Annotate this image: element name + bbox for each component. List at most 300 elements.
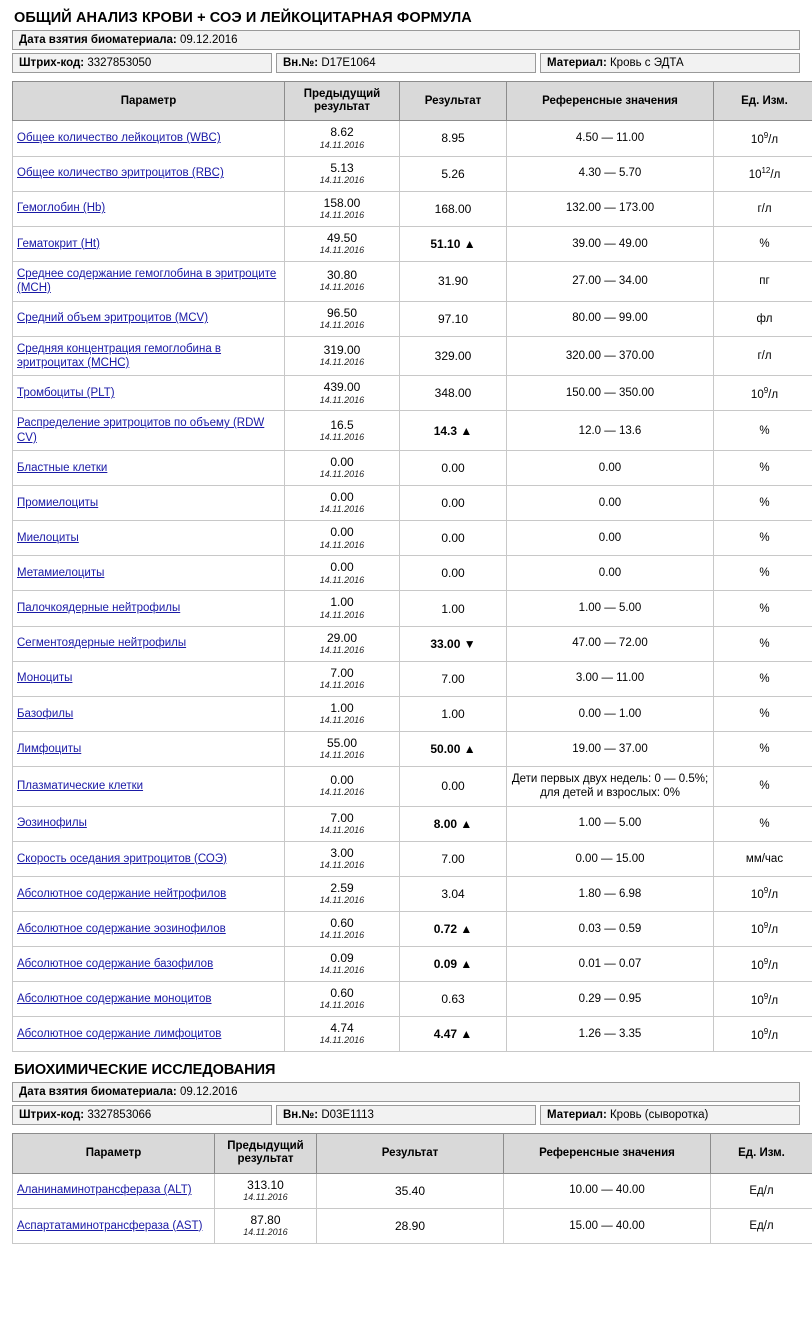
cbc-collection-date-value: 09.12.2016: [179, 34, 238, 46]
cbc-meta-row-ids: [12, 53, 800, 73]
parameter-link[interactable]: Абсолютное содержание моноцитов: [17, 992, 212, 1005]
cell-unit: $10^9/л$: [714, 376, 812, 411]
cell-parameter: [13, 376, 285, 411]
biochem-barcode: [12, 1105, 272, 1125]
previous-date: 14.11.2016: [319, 539, 365, 550]
result-value: 0.00: [441, 531, 465, 546]
result-value: 3.04: [441, 886, 465, 901]
cell-reference: 10.00 — 40.00: [504, 1173, 711, 1208]
parameter-link[interactable]: Бластные клетки: [17, 462, 108, 474]
table-row: [13, 451, 812, 486]
cbc-material: [540, 53, 800, 73]
cell-reference: 132.00 — 173.00: [507, 191, 714, 226]
previous-date: 14.11.2016: [319, 749, 365, 760]
cell-reference: 0.00: [507, 451, 714, 486]
cell-previous-result: [285, 191, 400, 226]
previous-date: 14.11.2016: [319, 609, 365, 620]
biochem-barcode-label: Штрих-код:: [19, 1109, 85, 1122]
previous-date: 14.11.2016: [319, 174, 365, 185]
previous-date: 14.11.2016: [319, 714, 365, 725]
cell-previous-result: [285, 226, 400, 261]
cell-result: [317, 1208, 504, 1243]
cell-result: [400, 946, 507, 981]
cell-parameter: [13, 261, 285, 301]
cell-result: [400, 261, 507, 301]
parameter-link[interactable]: Абсолютное содержание нейтрофилов: [17, 887, 227, 900]
result-value: 1.00: [441, 601, 465, 616]
result-value: 168.00: [434, 201, 472, 216]
cell-previous-result: [285, 661, 400, 696]
cell-reference: 47.00 — 72.00: [507, 626, 714, 661]
parameter-link[interactable]: Гематокрит (Ht): [17, 237, 100, 250]
parameter-link[interactable]: Общее количество лейкоцитов (WBC): [17, 132, 221, 145]
previous-value: 0.00: [330, 773, 354, 788]
column-header-reference: Референсные значения: [507, 82, 714, 121]
cell-result: [400, 1017, 507, 1052]
parameter-link[interactable]: Распределение эритроцитов по объему (RDW CV): [17, 417, 265, 444]
biochem-internal-number: [276, 1105, 536, 1125]
cell-parameter: [13, 911, 285, 946]
previous-value: 7.00: [330, 665, 354, 680]
table-row: [13, 731, 812, 766]
parameter-link[interactable]: Общее количество эритроцитов (RBC): [17, 167, 224, 180]
parameter-link[interactable]: Средний объем эритроцитов (MCV): [17, 312, 209, 325]
previous-date: 14.11.2016: [319, 319, 365, 330]
parameter-link[interactable]: Гемоглобин (Hb): [17, 202, 106, 215]
cell-unit: %: [714, 521, 812, 556]
previous-date: 14.11.2016: [319, 244, 365, 255]
previous-date: 14.11.2016: [319, 930, 365, 941]
biochem-collection-date-label: Дата взятия биоматериала:: [19, 1086, 177, 1099]
table-row: [13, 766, 812, 806]
previous-value: 16.5: [330, 417, 354, 432]
table-row: [13, 411, 812, 451]
cell-result: [400, 301, 507, 336]
cell-previous-result: [215, 1208, 317, 1243]
previous-value: 4.74: [330, 1021, 354, 1036]
cell-result: [400, 226, 507, 261]
previous-date: 14.11.2016: [319, 139, 365, 150]
cell-previous-result: [285, 806, 400, 841]
table-row: [13, 156, 812, 191]
parameter-link[interactable]: Плазматические клетки: [17, 780, 144, 793]
cbc-material-label: Материал:: [547, 57, 607, 69]
result-value: 0.63: [441, 992, 465, 1007]
cell-reference: 0.29 — 0.95: [507, 982, 714, 1017]
previous-date: 14.11.2016: [243, 1191, 288, 1202]
cell-parameter: [13, 451, 285, 486]
cell-reference: 39.00 — 49.00: [507, 226, 714, 261]
column-header-result: Результат: [317, 1134, 504, 1173]
cell-reference: 0.03 — 0.59: [507, 911, 714, 946]
previous-date: 14.11.2016: [319, 357, 365, 368]
previous-date: 14.11.2016: [319, 859, 365, 870]
cell-parameter: [13, 626, 285, 661]
previous-date: 14.11.2016: [319, 1000, 365, 1011]
cell-previous-result: [285, 911, 400, 946]
previous-value: 29.00: [326, 630, 358, 645]
cell-result: [400, 591, 507, 626]
result-value: 35.40: [394, 1183, 426, 1198]
previous-date: 14.11.2016: [319, 394, 365, 405]
cell-reference: 320.00 — 370.00: [507, 336, 714, 376]
parameter-link[interactable]: Среднее содержание гемоглобина в эритроците (MCH): [17, 267, 277, 295]
previous-date: 14.11.2016: [319, 282, 365, 293]
cell-previous-result: [285, 731, 400, 766]
cell-reference: 150.00 — 350.00: [507, 376, 714, 411]
cell-unit: $10^9/л$: [714, 1017, 812, 1052]
biochem-barcode-value: 3327853066: [87, 1109, 152, 1122]
cell-result: [400, 486, 507, 521]
column-header-prev: Предыдущий результат: [285, 82, 400, 121]
cell-previous-result: [285, 261, 400, 301]
result-value: 0.00: [441, 779, 465, 794]
previous-date: 14.11.2016: [319, 787, 365, 798]
cell-result: [317, 1173, 504, 1208]
previous-date: 14.11.2016: [319, 209, 365, 220]
cell-parameter: [13, 156, 285, 191]
result-value-flagged: 14.3 ▲: [433, 423, 473, 438]
previous-date: 14.11.2016: [319, 431, 365, 442]
cell-parameter: [13, 486, 285, 521]
cell-result: [400, 911, 507, 946]
cell-unit: $10^{12}/л$: [714, 156, 812, 191]
previous-value: 30.80: [326, 268, 358, 283]
cell-result: [400, 661, 507, 696]
cell-unit: %: [714, 486, 812, 521]
cbc-table-body: [13, 121, 812, 1052]
result-value: 0.00: [441, 496, 465, 511]
cell-parameter: [13, 121, 285, 156]
result-value: 97.10: [437, 311, 469, 326]
previous-value: 0.00: [330, 560, 354, 575]
cell-previous-result: [285, 156, 400, 191]
result-value: 1.00: [441, 706, 465, 721]
parameter-link[interactable]: Палочкоядерные нейтрофилы: [17, 602, 181, 615]
table-row: [13, 1173, 812, 1208]
cell-unit: $10^9/л$: [714, 946, 812, 981]
cell-unit: %: [714, 626, 812, 661]
table-row: [13, 486, 812, 521]
cell-unit: %: [714, 766, 812, 806]
parameter-link[interactable]: Лимфоциты: [17, 742, 82, 755]
cell-reference: 0.00: [507, 521, 714, 556]
cell-parameter: [13, 301, 285, 336]
cell-previous-result: [285, 336, 400, 376]
result-value: 5.26: [441, 166, 465, 181]
cell-result: [400, 766, 507, 806]
column-header-prev: Предыдущий результат: [215, 1134, 317, 1173]
table-row: [13, 626, 812, 661]
result-value: 28.90: [394, 1218, 426, 1233]
previous-value: 96.50: [326, 305, 358, 320]
cell-parameter: [13, 696, 285, 731]
cell-unit: г/л: [714, 191, 812, 226]
previous-value: 158.00: [323, 195, 361, 210]
cell-reference: 0.00: [507, 556, 714, 591]
cell-previous-result: [215, 1173, 317, 1208]
cell-parameter: [13, 876, 285, 911]
previous-value: 0.60: [330, 915, 354, 930]
table-row: [13, 1208, 812, 1243]
result-value: 0.00: [441, 566, 465, 581]
table-row: [13, 841, 812, 876]
cell-previous-result: [285, 521, 400, 556]
cell-result: [400, 556, 507, 591]
previous-value: 8.62: [330, 125, 354, 140]
previous-date: 14.11.2016: [319, 1035, 365, 1046]
cell-parameter: [13, 841, 285, 876]
cell-reference: 12.0 — 13.6: [507, 411, 714, 451]
cell-result: [400, 451, 507, 486]
column-header-result: Результат: [400, 82, 507, 121]
previous-date: 14.11.2016: [319, 894, 365, 905]
previous-date: 14.11.2016: [319, 504, 365, 515]
cell-parameter: [13, 982, 285, 1017]
previous-value: 5.13: [330, 160, 354, 175]
cbc-barcode-label: Штрих-код:: [19, 57, 85, 69]
cell-previous-result: [285, 301, 400, 336]
table-row: [13, 191, 812, 226]
cell-previous-result: [285, 696, 400, 731]
table-row: [13, 261, 812, 301]
cell-previous-result: [285, 841, 400, 876]
cell-previous-result: [285, 1017, 400, 1052]
cell-reference: 0.01 — 0.07: [507, 946, 714, 981]
cbc-collection-date: [12, 30, 800, 50]
cell-unit: %: [714, 731, 812, 766]
parameter-link[interactable]: Абсолютное содержание базофилов: [17, 957, 214, 970]
cell-parameter: [13, 1208, 215, 1243]
result-value: 7.00: [441, 671, 465, 686]
result-value-flagged: 51.10 ▲: [430, 236, 476, 251]
parameter-link[interactable]: Промиелоциты: [17, 497, 99, 510]
column-header-param: Параметр: [13, 82, 285, 121]
cell-result: [400, 521, 507, 556]
parameter-link[interactable]: Метамиелоциты: [17, 567, 105, 580]
previous-date: 14.11.2016: [319, 574, 365, 585]
cell-unit: %: [714, 661, 812, 696]
cell-reference: 19.00 — 37.00: [507, 731, 714, 766]
parameter-link[interactable]: Абсолютное содержание лимфоцитов: [17, 1027, 222, 1040]
previous-date: 14.11.2016: [319, 644, 365, 655]
cell-parameter: [13, 226, 285, 261]
cbc-results-table: [12, 81, 812, 1052]
table-row: [13, 876, 812, 911]
parameter-link[interactable]: Абсолютное содержание эозинофилов: [17, 922, 226, 935]
parameter-link[interactable]: Сегментоядерные нейтрофилы: [17, 637, 187, 650]
cell-reference: 3.00 — 11.00: [507, 661, 714, 696]
table-row: [13, 556, 812, 591]
parameter-link[interactable]: Аланинаминотрансфераза (ALT): [17, 1184, 192, 1197]
previous-value: 3.00: [330, 845, 354, 860]
cell-reference: 15.00 — 40.00: [504, 1208, 711, 1243]
cell-unit: пг: [714, 261, 812, 301]
previous-value: 0.60: [330, 986, 354, 1000]
cell-unit: %: [714, 451, 812, 486]
cell-reference: 4.30 — 5.70: [507, 156, 714, 191]
parameter-link[interactable]: Миелоциты: [17, 532, 79, 545]
cell-reference: 0.00 — 15.00: [507, 841, 714, 876]
table-row: [13, 591, 812, 626]
cell-unit: $10^9/л$: [714, 121, 812, 156]
cell-unit: %: [714, 411, 812, 451]
biochem-results-table: [12, 1133, 812, 1244]
previous-value: 2.59: [330, 880, 354, 895]
cell-reference: 0.00: [507, 486, 714, 521]
cell-result: [400, 121, 507, 156]
cell-parameter: [13, 1173, 215, 1208]
cell-previous-result: [285, 451, 400, 486]
biochem-internal-number-label: Вн.№:: [283, 1109, 319, 1122]
cbc-material-value: Кровь с ЭДТА: [609, 57, 684, 69]
previous-value: 0.00: [330, 490, 354, 505]
cell-unit: Ед/л: [711, 1173, 812, 1208]
cell-parameter: [13, 336, 285, 376]
cell-parameter: [13, 591, 285, 626]
result-value: 31.90: [437, 274, 469, 289]
cbc-internal-number: [276, 53, 536, 73]
previous-date: 14.11.2016: [319, 824, 365, 835]
result-value-flagged: 50.00 ▲: [430, 741, 476, 756]
parameter-link[interactable]: Скорость оседания эритроцитов (СОЭ): [17, 852, 227, 865]
cell-result: [400, 841, 507, 876]
cell-result: [400, 156, 507, 191]
cell-previous-result: [285, 876, 400, 911]
table-row: [13, 376, 812, 411]
cbc-barcode: [12, 53, 272, 73]
previous-value: 1.00: [330, 700, 354, 715]
result-value-flagged: 33.00 ▼: [430, 636, 476, 651]
cell-previous-result: [285, 486, 400, 521]
previous-value: 0.00: [330, 525, 354, 540]
previous-value: 0.09: [330, 950, 354, 965]
biochem-table-body: [13, 1173, 812, 1243]
result-value-flagged: 8.00 ▲: [433, 816, 473, 831]
cbc-internal-number-value: D17E1064: [321, 57, 376, 69]
cell-unit: мм/час: [714, 841, 812, 876]
cell-reference: 1.26 — 3.35: [507, 1017, 714, 1052]
biochem-meta-row-date: [12, 1082, 800, 1102]
biochem-collection-date: [12, 1082, 800, 1102]
section-title-cbc: ОБЩИЙ АНАЛИЗ КРОВИ + СОЭ И ЛЕЙКОЦИТАРНАЯ ФОРМУЛА: [14, 10, 472, 26]
previous-value: 49.50: [326, 230, 358, 245]
parameter-link[interactable]: Средняя концентрация гемоглобина в эритроцитах (MCHC): [17, 342, 222, 369]
result-value: 8.95: [441, 131, 465, 146]
cell-previous-result: [285, 982, 400, 1017]
result-value-flagged: 0.72 ▲: [433, 921, 473, 936]
table-row: [13, 521, 812, 556]
table-row: [13, 696, 812, 731]
cell-parameter: [13, 411, 285, 451]
table-row: [13, 806, 812, 841]
cell-unit: %: [714, 696, 812, 731]
cell-result: [400, 696, 507, 731]
cell-reference: 80.00 — 99.00: [507, 301, 714, 336]
cell-parameter: [13, 661, 285, 696]
cell-unit: $10^9/л$: [714, 876, 812, 911]
result-value-flagged: 4.47 ▲: [433, 1027, 473, 1042]
table-row: [13, 121, 812, 156]
cell-parameter: [13, 946, 285, 981]
table-row: [13, 911, 812, 946]
cell-result: [400, 411, 507, 451]
cell-reference: 27.00 — 34.00: [507, 261, 714, 301]
cell-unit: $10^9/л$: [714, 911, 812, 946]
column-header-unit: Ед. Изм.: [711, 1134, 812, 1173]
previous-value: 313.10: [247, 1177, 284, 1192]
previous-date: 14.11.2016: [319, 965, 365, 976]
cell-unit: %: [714, 226, 812, 261]
column-header-param: Параметр: [13, 1134, 215, 1173]
cell-unit: фл: [714, 301, 812, 336]
cell-result: [400, 191, 507, 226]
cell-reference: 4.50 — 11.00: [507, 121, 714, 156]
biochem-material-label: Материал:: [547, 1109, 607, 1122]
biochem-material-value: Кровь (сыворотка): [609, 1109, 709, 1122]
result-value: 329.00: [434, 348, 472, 363]
table-header-row: [13, 82, 812, 121]
cell-previous-result: [285, 121, 400, 156]
cell-previous-result: [285, 591, 400, 626]
biochem-meta-row-ids: [12, 1105, 800, 1125]
cell-result: [400, 626, 507, 661]
cell-parameter: [13, 1017, 285, 1052]
biochem-collection-date-value: 09.12.2016: [179, 1086, 238, 1099]
cell-parameter: [13, 521, 285, 556]
parameter-link[interactable]: Аспартатаминотрансфераза (AST): [17, 1219, 203, 1232]
previous-value: 319.00: [323, 342, 361, 357]
parameter-link[interactable]: Тромбоциты (PLT): [17, 387, 115, 400]
cell-unit: $10^9/л$: [714, 982, 812, 1017]
table-row: [13, 301, 812, 336]
result-value: 7.00: [441, 851, 465, 866]
previous-date: 14.11.2016: [319, 469, 365, 480]
previous-value: 87.80: [250, 1212, 281, 1227]
previous-value: 0.00: [330, 455, 354, 470]
cell-parameter: [13, 806, 285, 841]
cell-unit: %: [714, 556, 812, 591]
table-row: [13, 982, 812, 1017]
previous-value: 55.00: [326, 735, 358, 750]
table-row: [13, 1017, 812, 1052]
table-row: [13, 226, 812, 261]
cbc-internal-number-label: Вн.№:: [283, 57, 319, 69]
previous-date: 14.11.2016: [243, 1226, 288, 1237]
cbc-meta-row-date: [12, 30, 800, 50]
cell-previous-result: [285, 556, 400, 591]
parameter-link[interactable]: Моноциты: [17, 672, 73, 685]
result-value: 348.00: [434, 386, 472, 401]
cell-unit: %: [714, 806, 812, 841]
cell-previous-result: [285, 376, 400, 411]
parameter-link[interactable]: Базофилы: [17, 707, 74, 720]
table-row: [13, 336, 812, 376]
cell-reference: 0.00 — 1.00: [507, 696, 714, 731]
cell-unit: %: [714, 591, 812, 626]
previous-date: 14.11.2016: [319, 679, 365, 690]
cbc-barcode-value: 3327853050: [87, 57, 152, 69]
cell-previous-result: [285, 626, 400, 661]
cell-previous-result: [285, 766, 400, 806]
cell-result: [400, 731, 507, 766]
cell-parameter: [13, 556, 285, 591]
previous-value: 439.00: [323, 380, 361, 395]
cell-reference: 1.00 — 5.00: [507, 591, 714, 626]
section-title-biochem: БИОХИМИЧЕСКИЕ ИССЛЕДОВАНИЯ: [14, 1062, 276, 1079]
table-row: [13, 661, 812, 696]
parameter-link[interactable]: Эозинофилы: [17, 817, 87, 830]
